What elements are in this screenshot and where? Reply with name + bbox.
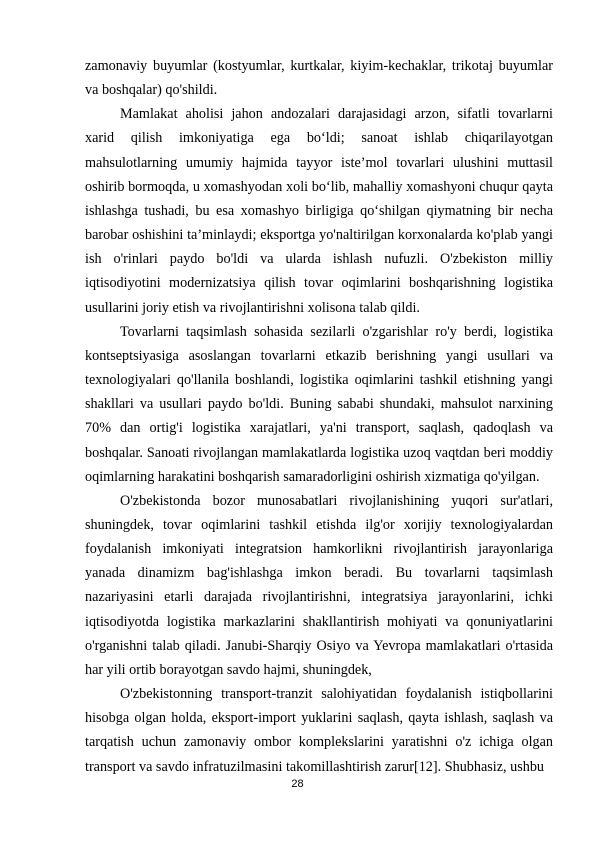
paragraph: Tovarlarni taqsimlash sohasida sezilarli o'zgarishlar ro'y berdi, logistika kontseptsiyasiga asoslangan tovarlarni etkazib berishning yangi usullari va texnologiyalari qo'llanila boshlandi, logistika oqimlarini tashkil etishning yangi shakllari va usullari paydo bo'ldi. Buning sababi shundaki, mahsulot narxining 70% dan ortig'i logistika xarajatlari, ya'ni transport, saqlash, qadoqlash va boshqalar. Sanoati rivojlangan mamlakatlarda logistika uzoq vaqtdan beri moddiy oqimlarning harakatini boshqarish samaradorligini oshirish xizmatiga qo'yilgan. xyxy=(85,323,553,485)
paragraph: Mamlakat aholisi jahon andozalari darajasidagi arzon, sifatli tovarlarni xarid qilish imkoniyatiga ega bo‘ldi; sanoat ishlab chiqarilayotgan mahsulotlarning umumiy hajmida tayyor iste’mol tovarlari ulushini muttasil oshirib bormoqda, u xomashyodan xoli bo‘lib, mahalliy xomashyoni chuqur qayta ishlashga tushadi, bu esa xomashyo birligiga qo‘shilgan qiymatning bir necha barobar oshishini ta’minlaydi; eksportga yo'naltirilgan korxonalarda ko'plab yangi ish o'rinlari paydo bo'ldi va ularda ishlash nufuzli. O'zbekiston milliy iqtisodiyotini modernizatsiya qilish tovar oqimlarini boshqarishning logistika usullarini joriy etish va rivojlantirishni xolisona talab qildi. xyxy=(85,106,553,316)
page-number: 28 xyxy=(291,778,304,790)
paragraph-continuation: zamonaviy buyumlar (kostyumlar, kurtkalar, kiyim-kechaklar, trikotaj buyumlar va boshqalar) qo'shildi. xyxy=(85,58,553,99)
paragraph: O'zbekistonda bozor munosabatlari rivojlanishining yuqori sur'atlari, shuningdek, tovar oqimlarini tashkil etishda ilg'or xorijiy texnologiyalardan foydalanish imkoniyati integratsion hamkorlikni rivojlantirish jarayonlariga yanada dinamizm bag'ishlashga imkon beradi. Bu tovarlarni taqsimlash nazariyasini etarli darajada rivojlantirishni, integratsiya jarayonlarini, ichki iqtisodiyotda logistika markazlarini shakllantirish mohiyati va qonuniyatlarini o'rganishni talab qiladi. Janubi-Sharqiy Osiyo va Yevropa mamlakatlari o'rtasida har yili ortib borayotgan savdo hajmi, shuningdek, xyxy=(85,492,553,678)
paragraph: O'zbekistonning transport-tranzit salohiyatidan foydalanish istiqbollarini hisobga olgan holda, eksport-import yuklarini saqlash, qayta ishlash, saqlash va tarqatish uchun zamonaviy ombor komplekslarini yaratishni o'z ichiga olgan transport va savdo infratuzilmasini takomillashtirish zarur[12]. Shubhasiz, ushbu xyxy=(85,686,553,775)
document-body xyxy=(85,54,553,779)
